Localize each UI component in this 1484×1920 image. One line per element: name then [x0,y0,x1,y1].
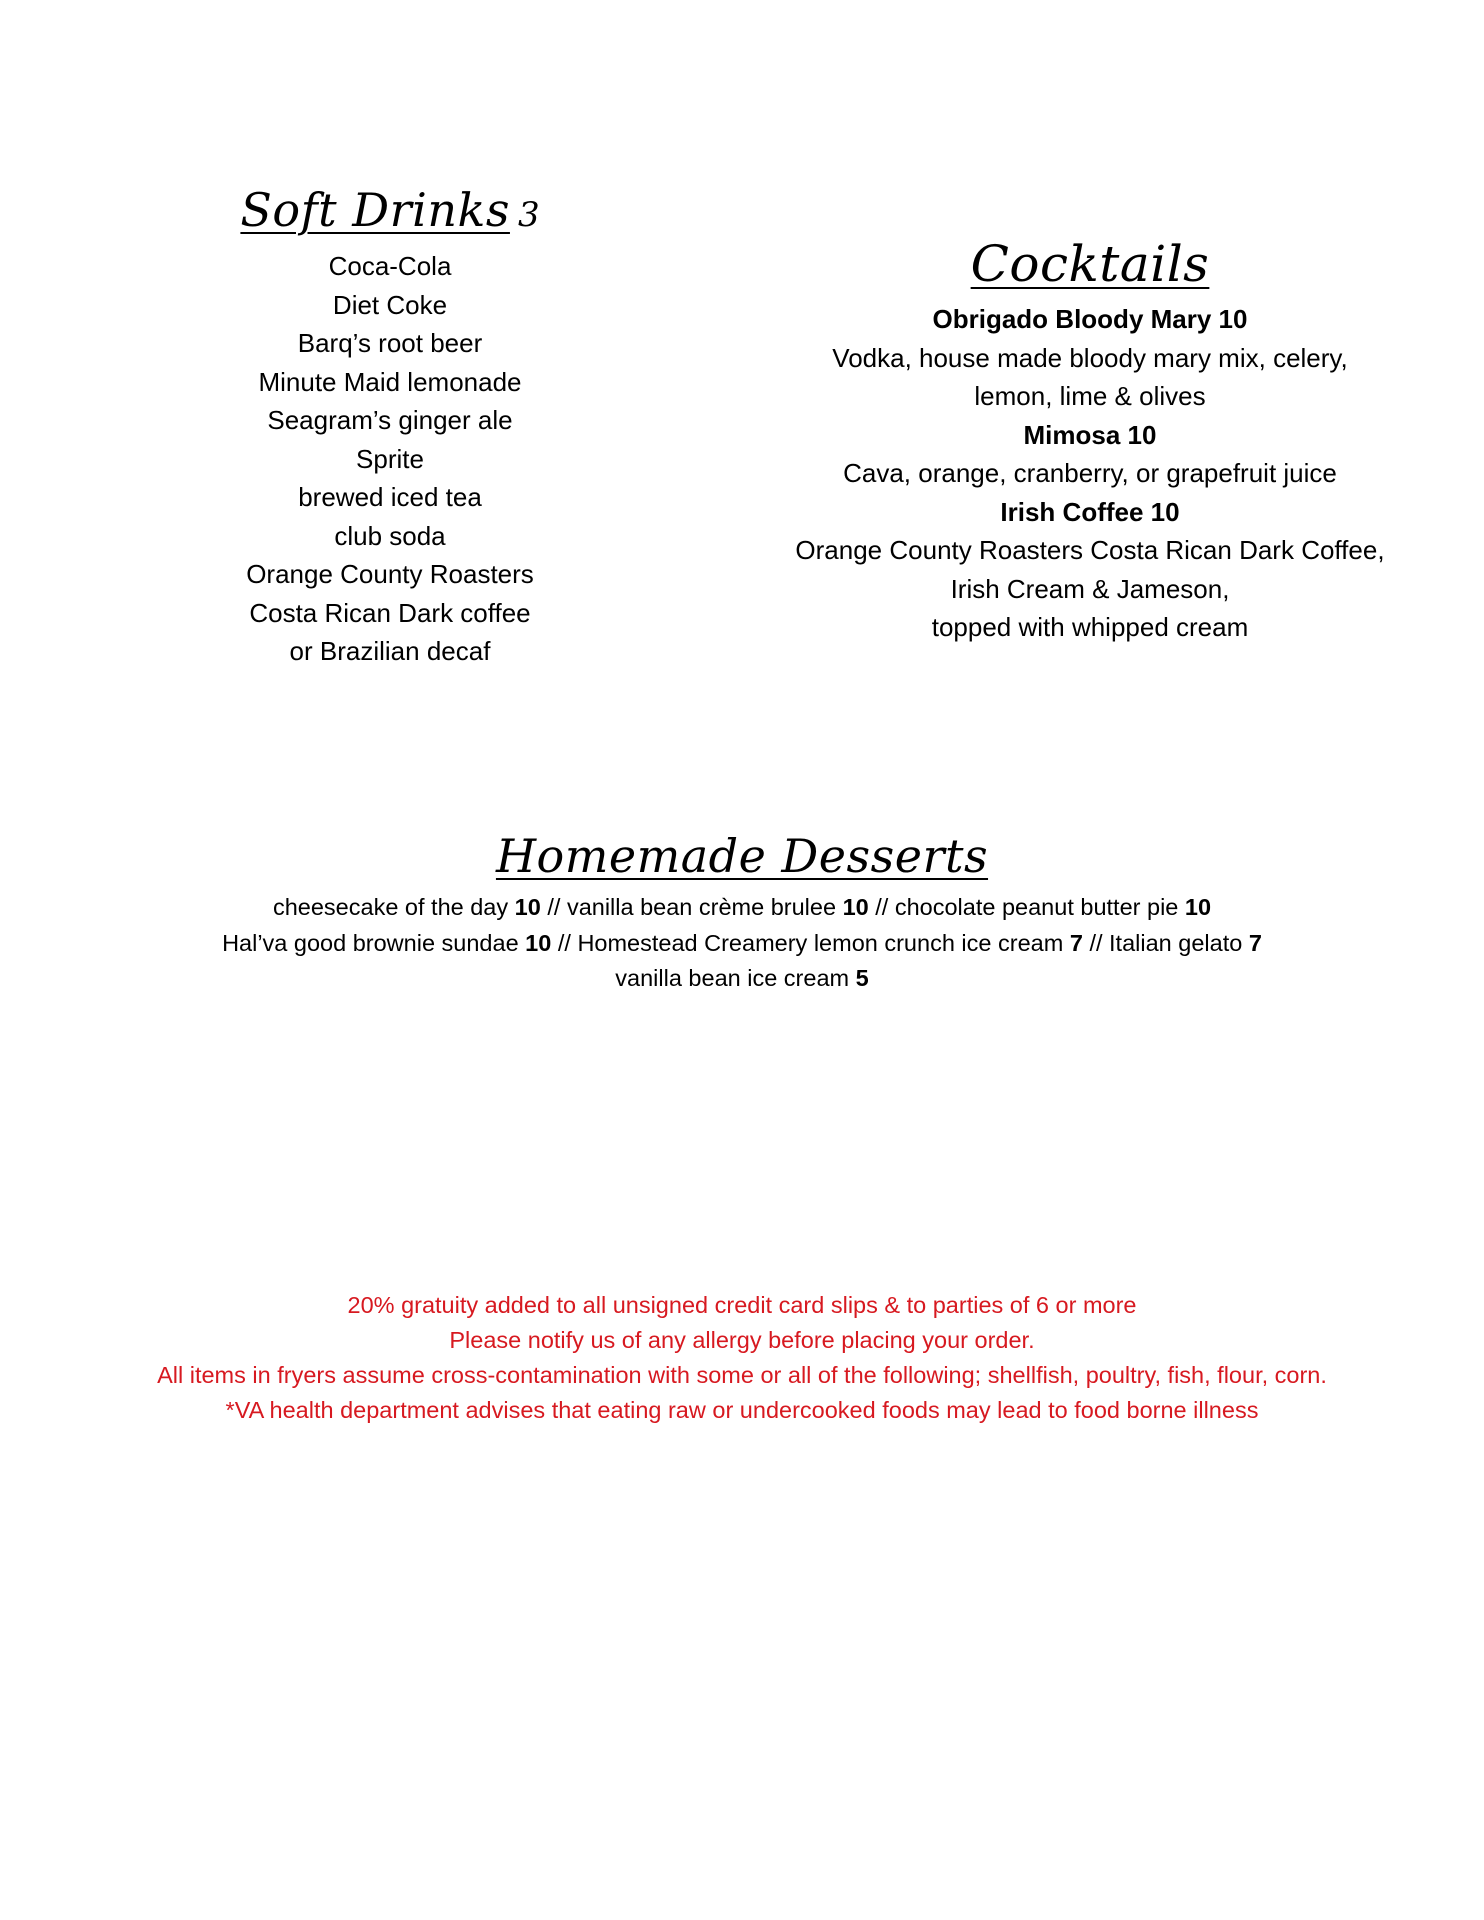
cocktails-section [780,232,1400,647]
soft-drink-item: Diet Coke [332,289,448,320]
cocktail-name: Mimosa 10 [1023,419,1157,450]
dessert-name: vanilla bean ice cream [615,965,850,991]
dessert-price: 10 [842,894,869,920]
cocktail-description: Cava, orange, cranberry, or grapefruit juice [843,458,1337,488]
dessert-name: Homestead Creamery lemon crunch ice cream [577,929,1064,956]
soft-drink-item: Costa Rican Dark coffee [249,597,531,628]
dessert-price: 10 [525,929,552,956]
soft-drink-item: or Brazilian decaf [289,636,491,666]
soft-drink-item: Minute Maid lemonade [258,366,522,397]
dessert-line [0,926,1484,962]
soft-drink-item: club soda [334,520,446,551]
soft-drinks-section [190,180,590,671]
cocktail-description: Vodka, house made bloody mary mix, celery, [832,342,1348,373]
soft-drink-item: Barq’s root beer [297,328,483,358]
dessert-separator: // [1089,929,1103,956]
health-notice: *VA health department advises that eating raw or undercooked foods may lead to food borne illness [225,1397,1259,1423]
soft-drinks-title: Soft Drinks [240,183,510,237]
soft-drink-item: brewed iced tea [298,482,482,512]
dessert-price: 5 [855,965,869,991]
cocktail-item [780,416,1400,493]
notice-section [0,1288,1484,1428]
cocktail-description: Orange County Roasters Costa Rican Dark Coffee, [795,535,1385,565]
dessert-line [0,961,1484,997]
soft-drinks-price: 3 [517,195,540,235]
cocktail-description: lemon, lime & olives [974,381,1206,411]
cocktail-item [780,493,1400,647]
soft-drink-item: Seagram’s ginger ale [267,405,513,435]
dessert-name: chocolate peanut butter pie [894,894,1179,920]
soft-drink-item: Orange County Roasters [246,559,534,589]
desserts-title: Homemade Desserts [495,829,989,883]
dessert-name: Hal’va good brownie sundae [222,929,519,956]
dessert-name: vanilla bean crème brulee [566,894,837,920]
dessert-price: 7 [1248,929,1262,956]
allergy-notice: Please notify us of any allergy before placing your order. [449,1327,1035,1353]
dessert-separator: // [547,894,561,920]
desserts-section [0,826,1484,997]
soft-drinks-heading [190,180,590,245]
dessert-price: 7 [1069,929,1083,956]
cocktails-title: Cocktails [970,235,1210,293]
cocktail-description: Irish Cream & Jameson, [950,573,1230,604]
soft-drink-item: Coca-Cola [328,251,452,281]
dessert-price: 10 [1184,894,1212,920]
soft-drink-item: Sprite [356,443,424,474]
cocktail-name: Irish Coffee 10 [1000,496,1180,527]
desserts-heading [0,826,1484,886]
gratuity-notice: 20% gratuity added to all unsigned credit card slips & to parties of 6 or more [347,1292,1137,1318]
dessert-separator: // [875,894,889,920]
cocktail-item [780,300,1400,416]
dessert-separator: // [557,929,571,956]
dessert-line [0,890,1484,926]
dessert-price: 10 [514,894,541,920]
dessert-name: cheesecake of the day [272,894,509,920]
cocktails-heading [780,232,1400,296]
cocktail-name: Obrigado Bloody Mary 10 [932,304,1248,334]
fryer-notice: All items in fryers assume cross-contamination with some or all of the following; shellfish, poultry, fish, flour, corn. [157,1362,1327,1388]
soft-drinks-list [190,247,590,671]
dessert-name: Italian gelato [1109,929,1243,956]
cocktail-description: topped with whipped cream [931,612,1249,642]
